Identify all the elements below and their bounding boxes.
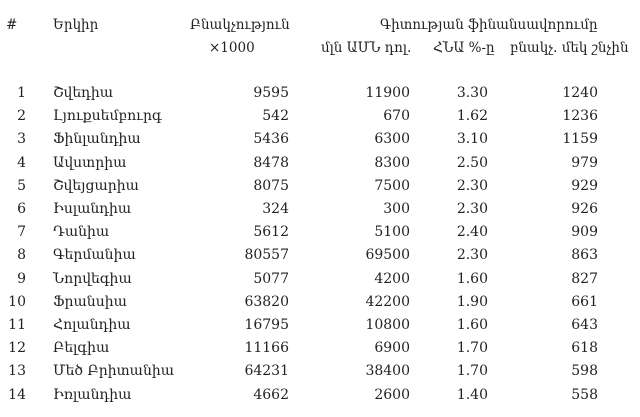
row-funding-gdp: 1.40	[456, 387, 488, 403]
row-per-capita: 909	[571, 224, 598, 240]
row-funding-gdp: 1.70	[456, 340, 488, 356]
header-population-unit: ×1000	[209, 40, 255, 56]
row-number: 5	[17, 178, 26, 194]
row-country: Մեծ Բրիտանիա	[53, 363, 175, 379]
header-per-capita: բնակչ. մեկ շնչին	[510, 40, 629, 56]
header-num: #	[6, 17, 18, 33]
row-country: Հոլանդիա	[53, 317, 131, 333]
row-population: 80557	[244, 247, 289, 263]
row-per-capita: 661	[571, 294, 598, 310]
header-funding: Գիտության ֆինանսավորումը	[380, 17, 598, 33]
row-number: 9	[17, 271, 26, 287]
row-per-capita: 929	[571, 178, 598, 194]
row-funding-gdp: 2.40	[456, 224, 488, 240]
row-per-capita: 618	[571, 340, 598, 356]
row-country: Բելգիա	[53, 340, 110, 356]
row-per-capita: 598	[571, 363, 598, 379]
row-funding-gdp: 1.60	[456, 271, 488, 287]
row-population: 5612	[253, 224, 289, 240]
row-funding-musd: 8300	[374, 155, 410, 171]
row-funding-gdp: 1.60	[456, 317, 488, 333]
row-country: Նորվեգիա	[53, 271, 132, 287]
row-country: Լյուքսեմբուրգ	[53, 108, 162, 124]
row-number: 14	[8, 387, 26, 403]
row-number: 1	[17, 85, 26, 101]
row-number: 3	[17, 131, 26, 147]
header-population: Բնակչություն	[190, 17, 290, 33]
row-funding-musd: 38400	[365, 363, 410, 379]
header-country: Երկիր	[53, 17, 99, 33]
row-number: 10	[8, 294, 26, 310]
row-funding-gdp: 2.30	[456, 201, 488, 217]
row-funding-gdp: 2.30	[456, 247, 488, 263]
row-funding-musd: 300	[383, 201, 410, 217]
row-per-capita: 926	[571, 201, 598, 217]
row-population: 63820	[244, 294, 289, 310]
row-funding-musd: 42200	[365, 294, 410, 310]
row-funding-musd: 69500	[365, 247, 410, 263]
row-country: Իռլանդիա	[53, 387, 132, 403]
row-country: Շվեդիա	[53, 85, 114, 101]
row-per-capita: 1240	[562, 85, 598, 101]
row-per-capita: 979	[571, 155, 598, 171]
header-musd: մլն ԱՄՆ դոլ.	[321, 40, 412, 56]
row-population: 16795	[244, 317, 289, 333]
row-funding-gdp: 3.10	[456, 131, 488, 147]
row-per-capita: 558	[571, 387, 598, 403]
row-funding-gdp: 2.30	[456, 178, 488, 194]
row-number: 7	[17, 224, 26, 240]
row-per-capita: 1159	[562, 131, 598, 147]
row-population: 11166	[244, 340, 289, 356]
row-funding-musd: 11900	[365, 85, 410, 101]
row-per-capita: 1236	[562, 108, 598, 124]
header-gdp-pct: ՀՆԱ %-ը	[433, 40, 495, 56]
row-funding-musd: 4200	[374, 271, 410, 287]
row-number: 2	[17, 108, 26, 124]
row-country: Ֆրանսիա	[53, 294, 127, 310]
row-population: 4662	[253, 387, 289, 403]
row-population: 324	[262, 201, 289, 217]
row-country: Դանիա	[53, 224, 110, 240]
row-population: 9595	[253, 85, 289, 101]
row-funding-gdp: 1.90	[456, 294, 488, 310]
row-number: 6	[17, 201, 26, 217]
row-funding-musd: 6300	[374, 131, 410, 147]
row-funding-gdp: 3.30	[456, 85, 488, 101]
row-population: 5077	[253, 271, 289, 287]
row-country: Իսլանդիա	[53, 201, 132, 217]
row-funding-gdp: 1.70	[456, 363, 488, 379]
row-population: 8478	[253, 155, 289, 171]
row-per-capita: 643	[571, 317, 598, 333]
row-country: Գերմանիա	[53, 247, 136, 263]
row-country: Շվեյցարիա	[53, 178, 139, 194]
row-number: 11	[8, 317, 26, 333]
row-country: Ավստրիա	[53, 155, 127, 171]
row-population: 5436	[253, 131, 289, 147]
row-funding-musd: 7500	[374, 178, 410, 194]
row-funding-musd: 670	[383, 108, 410, 124]
row-population: 542	[262, 108, 289, 124]
row-funding-musd: 2600	[374, 387, 410, 403]
row-number: 13	[8, 363, 26, 379]
row-funding-musd: 5100	[374, 224, 410, 240]
row-funding-musd: 10800	[365, 317, 410, 333]
row-population: 64231	[244, 363, 289, 379]
row-per-capita: 827	[571, 271, 598, 287]
row-number: 8	[17, 247, 26, 263]
row-funding-musd: 6900	[374, 340, 410, 356]
row-number: 4	[17, 155, 26, 171]
row-number: 12	[8, 340, 26, 356]
row-funding-gdp: 1.62	[456, 108, 488, 124]
row-per-capita: 863	[571, 247, 598, 263]
row-funding-gdp: 2.50	[456, 155, 488, 171]
row-country: Ֆինլանդիա	[53, 131, 141, 147]
row-population: 8075	[253, 178, 289, 194]
